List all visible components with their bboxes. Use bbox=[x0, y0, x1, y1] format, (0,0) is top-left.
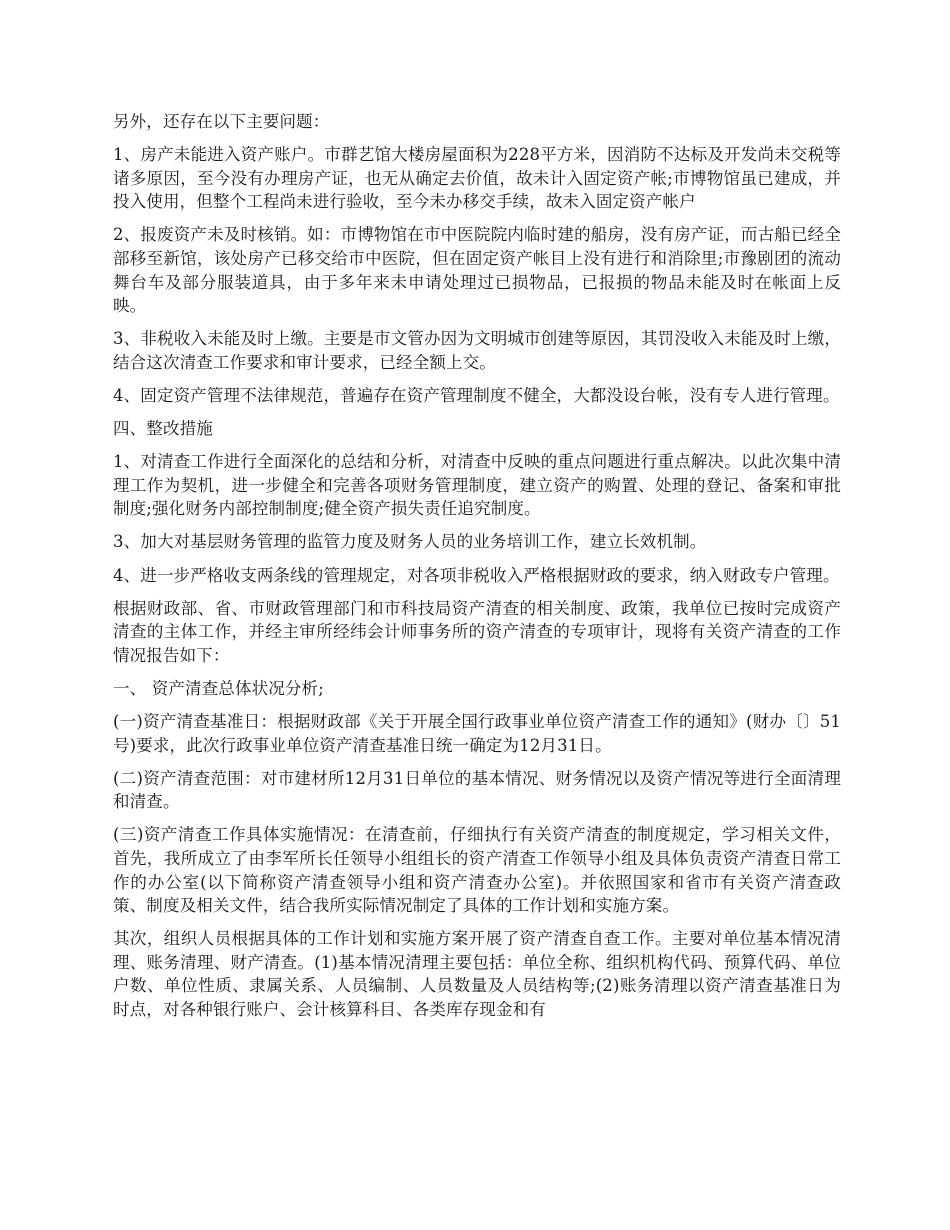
paragraph-measure-summary-analysis: 1、对清查工作进行全面深化的总结和分析，对清查中反映的重点问题进行重点解决。以此次集中清理工作为契机，进一步健全和完善各项财务管理制度，建立资产的购置、处理的登记、备案和审批制度;强化财务内部控制制度;健全资产损失责任追究制度。 bbox=[113, 452, 841, 519]
paragraph-self-inspection: 其次，组织人员根据具体的工作计划和实施方案开展了资产清查自查工作。主要对单位基本情况清理、账务清理、财产清查。(1)基本情况清理主要包括：单位全称、组织机构代码、预算代码、单位户数、单位性质、隶属关系、人员编制、人员数量及人员结构等;(2)账务清理以资产清查基准日为时点，对各种银行账户、会计核算科目、各类库存现金和有 bbox=[113, 929, 841, 1019]
paragraph-implementation: (三)资产清查工作具体实施情况：在清查前，仔细执行有关资产清查的制度规定，学习相关文件，首先，我所成立了由李军所长任领导小组组长的资产清查工作领导小组及具体负责资产清查日常工作的办公室(以下简称资产清查领导小组和资产清查办公室)。并依照国家和省市有关资产清查政策、制度及相关文件，结合我所实际情况制定了具体的工作计划和实施方案。 bbox=[113, 825, 841, 916]
paragraph-issue-scrapped-assets: 2、报废资产未及时核销。如：市博物馆在市中医院院内临时建的船房，没有房产证，而古船已经全部移至新馆，该处房产已移交给市中医院，但在固定资产帐目上没有进行和消除里;市豫剧团的流动舞台车及部分服装道具，由于多年来未申请处理过已损物品，已报损的物品未能及时在帐面上反映。 bbox=[113, 225, 841, 316]
section-heading-overall-analysis: 一、 资产清查总体状况分析; bbox=[113, 678, 324, 698]
paragraph-issue-nontax-revenue: 3、非税收入未能及时上缴。主要是市文管办因为文明城市创建等原因，其罚没收入未能及时上缴，结合这次清查工作要求和审计要求，已经全额上交。 bbox=[113, 329, 841, 372]
document-page bbox=[113, 110, 841, 1031]
paragraph-scope: (二)资产清查范围：对市建材所12月31日单位的基本情况、财务情况以及资产情况等进行全面清理和清查。 bbox=[113, 768, 841, 812]
paragraph-base-date: (一)资产清查基准日：根据财政部《关于开展全国行政事业单位资产清查工作的通知》(财办〔〕51号)要求，此次行政事业单位资产清查基准日统一确定为12月31日。 bbox=[113, 711, 841, 755]
paragraph-issue-property-accounts: 1、房产未能进入资产账户。市群艺馆大楼房屋面积为228平方米，因消防不达标及开发尚未交税等诸多原因，至今没有办理房产证，也无从确定去价值，故未计入固定资产帐;市博物馆虽已建成，并投入使用，但整个工程尚未进行验收，至今未办移交手续，故未入固定资产帐户 bbox=[113, 145, 841, 212]
paragraph-issue-fixed-asset-management: 4、固定资产管理不法律规范，普遍存在资产管理制度不健全，大都没设台帐，没有专人进行管理。 bbox=[113, 385, 840, 405]
paragraph-other-issues-intro: 另外，还存在以下主要问题： bbox=[113, 112, 330, 131]
paragraph-measure-supervision: 3、加大对基层财务管理的监管力度及财务人员的业务培训工作，建立长效机制。 bbox=[113, 532, 707, 552]
section-heading-rectification: 四、整改措施 bbox=[113, 419, 213, 439]
paragraph-measure-two-lines: 4、进一步严格收支两条线的管理规定，对各项非税收入严格根据财政的要求，纳入财政专户管理。 bbox=[113, 565, 840, 585]
paragraph-report-intro: 根据财政部、省、市财政管理部门和市科技局资产清查的相关制度、政策，我单位已按时完成资产清查的主体工作，并经主审所经纬会计师事务所的资产清查的专项审计，现将有关资产清查的工作情况报告如下： bbox=[113, 598, 841, 665]
